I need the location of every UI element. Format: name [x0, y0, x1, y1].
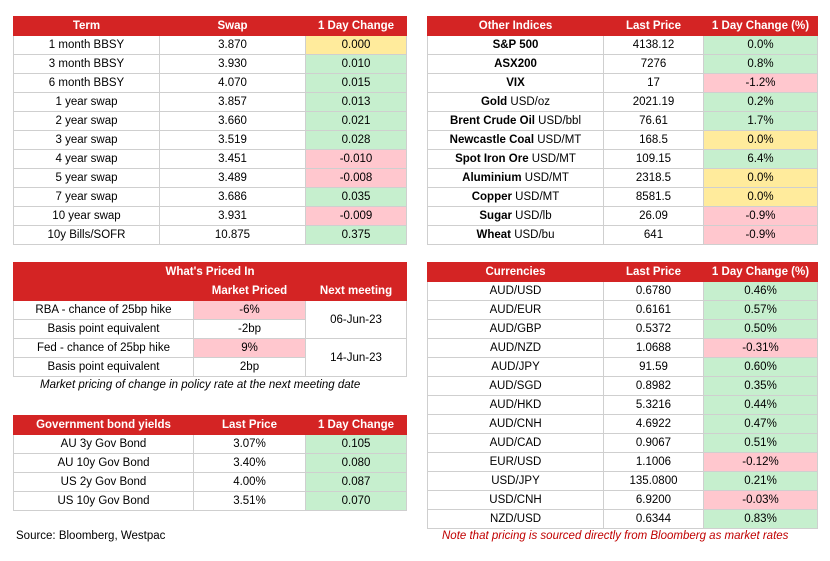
column-header: Other Indices: [428, 17, 604, 36]
change-cell: 0.0%: [704, 169, 818, 188]
rba-market-priced: -6%: [194, 301, 306, 320]
table-row: [14, 454, 407, 473]
table-row: [428, 434, 818, 453]
currency-pair-cell: USD/JPY: [428, 472, 604, 491]
currency-pair-cell: AUD/SGD: [428, 377, 604, 396]
column-header: Next meeting: [306, 282, 407, 301]
currency-pair-cell: AUD/JPY: [428, 358, 604, 377]
currency-pair-cell: AUD/NZD: [428, 339, 604, 358]
index-name: Wheat: [476, 229, 511, 241]
price-cell: 8581.5: [604, 188, 704, 207]
change-cell: 0.013: [306, 93, 407, 112]
price-cell: 2318.5: [604, 169, 704, 188]
table-row: [428, 36, 818, 55]
change-cell: -0.12%: [704, 453, 818, 472]
table-row: [14, 74, 407, 93]
empty-header: [14, 282, 194, 301]
price-cell: 1.1006: [604, 453, 704, 472]
swap-cell: 3.931: [160, 207, 306, 226]
table-row: [14, 435, 407, 454]
change-cell: 0.087: [306, 473, 407, 492]
swap-cell: 4.070: [160, 74, 306, 93]
index-name: ASX200: [494, 58, 537, 70]
bond-name-cell: AU 10y Gov Bond: [14, 454, 194, 473]
term-cell: 2 year swap: [14, 112, 160, 131]
price-cell: 0.6780: [604, 282, 704, 301]
currency-pair-cell: AUD/GBP: [428, 320, 604, 339]
change-cell: -0.03%: [704, 491, 818, 510]
term-cell: 5 year swap: [14, 169, 160, 188]
government-bond-yields-table: [13, 415, 407, 511]
swap-cell: 3.660: [160, 112, 306, 131]
fed-next-meeting: 14-Jun-23: [306, 339, 407, 377]
index-name: Aluminium: [462, 172, 522, 184]
index-name: Spot Iron Ore: [455, 153, 529, 165]
column-header: 1 Day Change: [306, 17, 407, 36]
price-cell: 7276: [604, 55, 704, 74]
index-name-cell: [428, 112, 604, 131]
term-cell: 3 year swap: [14, 131, 160, 150]
price-cell: 0.9067: [604, 434, 704, 453]
bond-name-cell: US 2y Gov Bond: [14, 473, 194, 492]
price-cell: 2021.19: [604, 93, 704, 112]
term-cell: 4 year swap: [14, 150, 160, 169]
change-cell: 0.47%: [704, 415, 818, 434]
table-row: [428, 339, 818, 358]
index-name: VIX: [506, 77, 525, 89]
table-row: [14, 473, 407, 492]
term-cell: 3 month BBSY: [14, 55, 160, 74]
change-cell: 0.105: [306, 435, 407, 454]
source-note: Source: Bloomberg, Westpac: [16, 530, 166, 542]
index-name-cell: [428, 169, 604, 188]
change-cell: 0.000: [306, 36, 407, 55]
table-row: [14, 55, 407, 74]
column-header: Market Priced: [194, 282, 306, 301]
index-name: Copper: [471, 191, 512, 203]
change-cell: 0.2%: [704, 93, 818, 112]
column-header: Government bond yields: [14, 416, 194, 435]
table-row: [428, 453, 818, 472]
change-cell: 0.375: [306, 226, 407, 245]
table-row: [428, 93, 818, 112]
change-cell: -0.31%: [704, 339, 818, 358]
index-name: Gold: [480, 96, 508, 108]
change-cell: 0.021: [306, 112, 407, 131]
price-cell: 17: [604, 74, 704, 93]
table-row: [14, 150, 407, 169]
table-title: What's Priced In: [14, 263, 407, 282]
table-row: [428, 320, 818, 339]
table-row: [428, 472, 818, 491]
index-name: S&P 500: [492, 39, 539, 51]
column-header: 1 Day Change (%): [704, 263, 818, 282]
price-cell: 135.0800: [604, 472, 704, 491]
table-row: [428, 510, 818, 529]
table-row: [428, 226, 818, 245]
index-unit: USD/oz: [510, 96, 551, 108]
currency-pair-cell: EUR/USD: [428, 453, 604, 472]
swap-cell: 3.930: [160, 55, 306, 74]
change-cell: -0.009: [306, 207, 407, 226]
swap-cell: 3.686: [160, 188, 306, 207]
change-cell: 0.8%: [704, 55, 818, 74]
table-header-row: [428, 263, 818, 282]
pricing-disclaimer: Note that pricing is sourced directly from Bloomberg as market rates: [442, 530, 789, 542]
other-indices-table: [427, 16, 818, 245]
index-name-cell: [428, 93, 604, 112]
index-name: Brent Crude Oil: [449, 115, 535, 127]
change-cell: -0.010: [306, 150, 407, 169]
table-row: [14, 188, 407, 207]
column-header: 1 Day Change (%): [704, 17, 818, 36]
table-row: [428, 112, 818, 131]
price-cell: 91.59: [604, 358, 704, 377]
change-cell: 0.57%: [704, 301, 818, 320]
index-unit: USD/MT: [531, 153, 576, 165]
price-cell: 4138.12: [604, 36, 704, 55]
column-header: Term: [14, 17, 160, 36]
index-name-cell: [428, 226, 604, 245]
change-cell: -1.2%: [704, 74, 818, 93]
term-cell: 1 month BBSY: [14, 36, 160, 55]
change-cell: 0.0%: [704, 131, 818, 150]
swap-cell: 3.857: [160, 93, 306, 112]
table-row: [428, 415, 818, 434]
price-cell: 641: [604, 226, 704, 245]
swap-cell: 3.489: [160, 169, 306, 188]
table-row: [14, 226, 407, 245]
currency-pair-cell: NZD/USD: [428, 510, 604, 529]
rba-bp-value: -2bp: [194, 320, 306, 339]
currency-pair-cell: AUD/EUR: [428, 301, 604, 320]
currencies-table: [427, 262, 818, 529]
swap-cell: 10.875: [160, 226, 306, 245]
change-cell: 0.0%: [704, 188, 818, 207]
price-cell: 0.8982: [604, 377, 704, 396]
policy-pricing-note: Market pricing of change in policy rate at the next meeting date: [40, 379, 361, 391]
term-cell: 6 month BBSY: [14, 74, 160, 93]
index-name-cell: [428, 150, 604, 169]
change-cell: 1.7%: [704, 112, 818, 131]
change-cell: 0.44%: [704, 396, 818, 415]
table-row: [14, 169, 407, 188]
currency-pair-cell: AUD/CAD: [428, 434, 604, 453]
table-header-row: [14, 17, 407, 36]
table-row: [14, 339, 407, 358]
change-cell: -0.9%: [704, 226, 818, 245]
table-row: [14, 36, 407, 55]
term-cell: 10 year swap: [14, 207, 160, 226]
change-cell: 0.028: [306, 131, 407, 150]
table-row: [428, 301, 818, 320]
bond-name-cell: AU 3y Gov Bond: [14, 435, 194, 454]
swap-cell: 3.519: [160, 131, 306, 150]
table-row: [428, 131, 818, 150]
bond-name-cell: US 10y Gov Bond: [14, 492, 194, 511]
index-unit: USD/bbl: [538, 115, 581, 127]
price-cell: 0.6344: [604, 510, 704, 529]
table-row: [428, 188, 818, 207]
table-row: [14, 131, 407, 150]
change-cell: 0.21%: [704, 472, 818, 491]
table-row: [428, 491, 818, 510]
table-row: [428, 396, 818, 415]
price-cell: 0.5372: [604, 320, 704, 339]
currency-pair-cell: USD/CNH: [428, 491, 604, 510]
price-cell: 3.51%: [194, 492, 306, 511]
whats-priced-in-table: [13, 262, 407, 377]
column-header: Last Price: [604, 17, 704, 36]
column-header: Swap: [160, 17, 306, 36]
change-cell: 6.4%: [704, 150, 818, 169]
table-title-row: [14, 263, 407, 282]
fed-bp-label: Basis point equivalent: [14, 358, 194, 377]
change-cell: 0.60%: [704, 358, 818, 377]
fed-market-priced: 9%: [194, 339, 306, 358]
change-cell: 0.46%: [704, 282, 818, 301]
table-header-row: [14, 416, 407, 435]
rba-next-meeting: 06-Jun-23: [306, 301, 407, 339]
price-cell: 168.5: [604, 131, 704, 150]
index-unit: USD/MT: [524, 172, 569, 184]
change-cell: 0.015: [306, 74, 407, 93]
table-row: [428, 169, 818, 188]
price-cell: 3.07%: [194, 435, 306, 454]
price-cell: 4.6922: [604, 415, 704, 434]
table-row: [428, 55, 818, 74]
change-cell: 0.080: [306, 454, 407, 473]
change-cell: 0.0%: [704, 36, 818, 55]
index-unit: USD/MT: [515, 191, 560, 203]
index-name-cell: [428, 207, 604, 226]
currency-pair-cell: AUD/USD: [428, 282, 604, 301]
price-cell: 6.9200: [604, 491, 704, 510]
column-header: Last Price: [194, 416, 306, 435]
table-row: [14, 93, 407, 112]
change-cell: -0.008: [306, 169, 407, 188]
swap-cell: 3.451: [160, 150, 306, 169]
change-cell: 0.51%: [704, 434, 818, 453]
index-name-cell: [428, 74, 604, 93]
change-cell: 0.83%: [704, 510, 818, 529]
index-name: Newcastle Coal: [449, 134, 535, 146]
table-row: [428, 74, 818, 93]
price-cell: 5.3216: [604, 396, 704, 415]
change-cell: 0.50%: [704, 320, 818, 339]
price-cell: 109.15: [604, 150, 704, 169]
index-name: Sugar: [479, 210, 512, 222]
change-cell: 0.035: [306, 188, 407, 207]
price-cell: 1.0688: [604, 339, 704, 358]
table-row: [428, 377, 818, 396]
column-header: 1 Day Change: [306, 416, 407, 435]
fed-label: Fed - chance of 25bp hike: [14, 339, 194, 358]
price-cell: 0.6161: [604, 301, 704, 320]
price-cell: 4.00%: [194, 473, 306, 492]
index-name-cell: [428, 131, 604, 150]
swap-rates-table: [13, 16, 407, 245]
table-row: [14, 301, 407, 320]
swap-cell: 3.870: [160, 36, 306, 55]
term-cell: 10y Bills/SOFR: [14, 226, 160, 245]
table-row: [428, 207, 818, 226]
index-name-cell: [428, 55, 604, 74]
table-row: [14, 207, 407, 226]
table-row: [428, 358, 818, 377]
currency-pair-cell: AUD/HKD: [428, 396, 604, 415]
table-header-row: [14, 282, 407, 301]
fed-bp-value: 2bp: [194, 358, 306, 377]
index-unit: USD/lb: [515, 210, 552, 222]
change-cell: -0.9%: [704, 207, 818, 226]
table-row: [14, 492, 407, 511]
term-cell: 1 year swap: [14, 93, 160, 112]
change-cell: 0.070: [306, 492, 407, 511]
rba-label: RBA - chance of 25bp hike: [14, 301, 194, 320]
rba-bp-label: Basis point equivalent: [14, 320, 194, 339]
table-header-row: [428, 17, 818, 36]
table-row: [14, 112, 407, 131]
index-unit: USD/bu: [514, 229, 555, 241]
price-cell: 76.61: [604, 112, 704, 131]
table-row: [428, 150, 818, 169]
column-header: Currencies: [428, 263, 604, 282]
index-name-cell: [428, 188, 604, 207]
price-cell: 26.09: [604, 207, 704, 226]
term-cell: 7 year swap: [14, 188, 160, 207]
column-header: Last Price: [604, 263, 704, 282]
change-cell: 0.35%: [704, 377, 818, 396]
price-cell: 3.40%: [194, 454, 306, 473]
table-row: [428, 282, 818, 301]
change-cell: 0.010: [306, 55, 407, 74]
index-name-cell: [428, 36, 604, 55]
currency-pair-cell: AUD/CNH: [428, 415, 604, 434]
index-unit: USD/MT: [537, 134, 582, 146]
